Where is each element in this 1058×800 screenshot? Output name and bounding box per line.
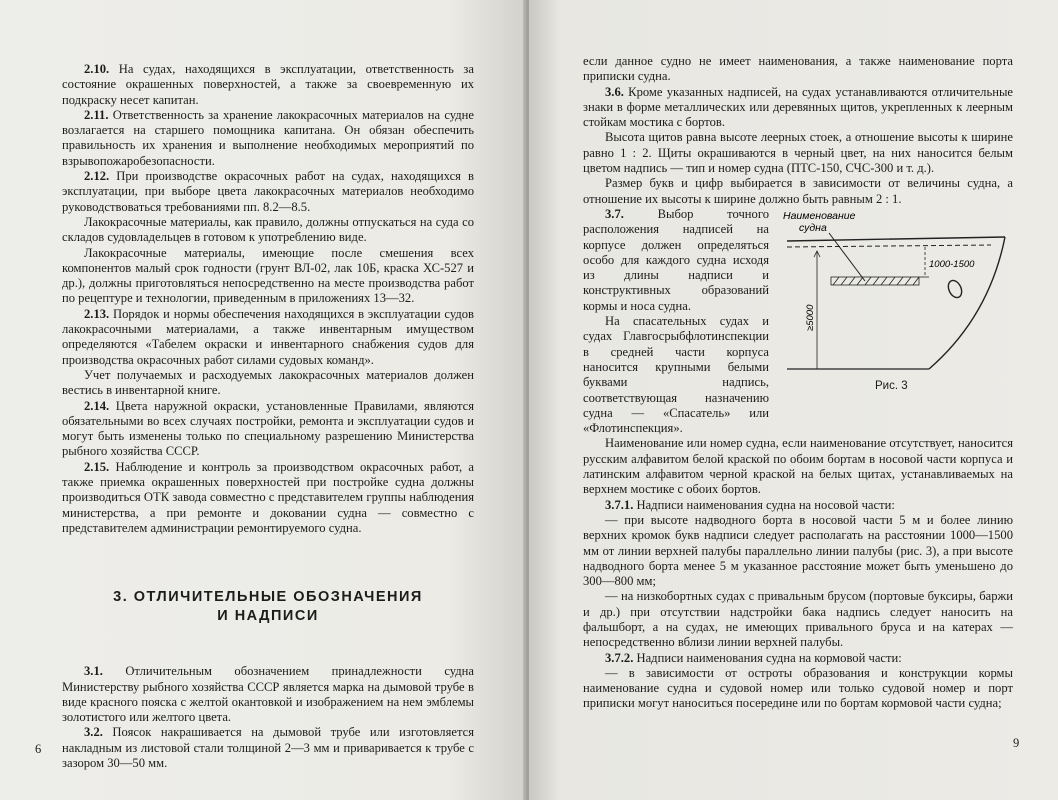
paragraph xyxy=(62,169,474,215)
clause-number: 2.14. xyxy=(84,398,110,413)
deck-line-top xyxy=(787,237,1005,241)
clause-number: 2.13. xyxy=(84,306,110,321)
clause-number: 2.10. xyxy=(84,62,110,76)
paragraph xyxy=(583,85,1013,131)
clause-number: 3.7. xyxy=(605,206,624,221)
figure-caption: Рис. 3 xyxy=(875,379,908,392)
paragraph-text: Выбор точного расположения надписей на корпусе должен определяться особо для каждого судна исходя из длины надписи и конструктивных образований кормы и носа судна. xyxy=(583,206,769,313)
right-paragraphs-top xyxy=(583,85,1013,207)
paragraph xyxy=(62,664,474,725)
paragraph-text: Надписи наименования судна на кормовой части: xyxy=(636,650,902,665)
paragraph-text: Порядок и нормы обеспечения находящихся в эксплуатации судов лакокрасочными материалами, а также инвентарным имуществом определяются «Табелем окраски и инвентарного снабжения судов для производства окрасочных работ силами судовых команд». xyxy=(62,306,474,367)
paragraph-text: — при высоте надводного борта в носовой части 5 м и более линию верхних кромок букв надписи следует располагать на расстоянии 1000—1500 мм от линии верхней палубы параллельно линии палубы (рис. 3), а при высоте надводного борта менее 5 м указанное расстояние может быть уменьшено до 300—800 мм; xyxy=(583,512,1013,589)
clause-number: 2.15. xyxy=(84,459,110,474)
hull-diagram xyxy=(779,207,1015,377)
clause-number: 2.12. xyxy=(84,169,110,184)
paragraph xyxy=(583,513,1013,589)
paragraph xyxy=(62,399,474,460)
right-page xyxy=(529,0,1058,800)
paragraph-continuation: если данное судно не имеет наименования, а также наименование порта приписки судна. xyxy=(583,54,1013,84)
paragraph xyxy=(62,215,474,246)
figure-3 xyxy=(779,207,1015,403)
paragraph-text: На судах, находящихся в эксплуатации, ответственность за состояние окрашенных поверхностей, а также за своевременную их подкраску несет капитан. xyxy=(62,62,474,107)
paragraph-text: Наблюдение и контроль за производством окрасочных работ, а также приемка окрашенных поверхностей при постройке судна должны производиться ОТК завода совместно с представителем группы наблюдения министерства, а при ремонте и доковании судна — совместно с представителем администрации ремонтируемого судна. xyxy=(62,459,474,535)
paragraph-text: Учет получаемых и расходуемых лакокрасочных материалов должен вестись в инвентарной книге. xyxy=(62,367,474,398)
paragraph xyxy=(62,62,474,108)
paragraph-text: Надписи наименования судна на носовой части: xyxy=(636,497,895,512)
clause-number: 2.11. xyxy=(84,107,109,122)
clause-number: 3.2. xyxy=(84,725,103,740)
paragraph-text: — в зависимости от остроты образования и конструкции кормы наименование судна и судовой номер или только судовой номер и порт приписки могут наноситься посередине или по бортам кормовой части судна; xyxy=(583,665,1013,711)
paragraph-text: Высота щитов равна высоте леерных стоек, а отношение высоты к ширине равно 1 : 2. Щиты окрашиваются в черный цвет, на них наносится белым цветом надпись — тип и номер судна (ПТС-150, СЧС-300 и т. д.). xyxy=(583,130,1013,176)
paragraph-text: Лакокрасочные материалы, как правило, должны отпускаться на суда со складов судовладельцев в готовом к употреблению виде. xyxy=(62,214,474,245)
clause-number: 3.6. xyxy=(605,84,624,99)
left-text-column xyxy=(62,62,474,771)
paragraph xyxy=(583,589,1013,650)
paragraph-text: — на низкобортных судах с привальным брусом (портовые буксиры, баржи и др.) при отсутствии надстройки бака надпись следует наносить на фальшборт, а на судах, не имеющих привального бруса и на катерах — непосредственно вблизи линии верхней палубы. xyxy=(583,589,1013,650)
paragraph xyxy=(583,666,1013,712)
paragraph xyxy=(62,108,474,169)
paragraph-text: Отличительным обозначением принадлежности судна Министерству рыбного хозяйства СССР является марка на дымовой трубе в виде красного пояска с желтой окантовкой и изображением на нем эмблемы золотистого или желтого цвета. xyxy=(62,664,474,725)
left-page xyxy=(0,0,527,800)
bow-outline xyxy=(929,237,1005,369)
paragraph-text: Наименование или номер судна, если наименование отсутствует, наносится русским алфавитом белой краской по обоим бортам в носовой части корпуса и латинским алфавитом черной краской на белых щитах, устанавливаемых на верхнем мостике с обоих бортов. xyxy=(583,436,1013,497)
section-title-line1: 3. ОТЛИЧИТЕЛЬНЫЕ ОБОЗНАЧЕНИЯ xyxy=(113,589,423,606)
paragraph xyxy=(62,368,474,399)
paragraph-text: Цвета наружной окраски, установленные Правилами, являются обязательными во всех случаях постройки, ремонта и эксплуатации судов и могут быть изменены только по специальному разрешению Министерства рыбного хозяйства СССР. xyxy=(62,398,474,459)
paragraph xyxy=(583,436,1013,497)
paragraph xyxy=(62,246,474,307)
deck-line-dashed xyxy=(787,245,991,247)
clause-number: 3.1. xyxy=(84,664,103,679)
paragraph xyxy=(583,498,1013,513)
section-title xyxy=(62,588,474,626)
paragraph-text: Лакокрасочные материалы, имеющие после смешения всех компонентов малый срок годности (грунт ВЛ-02, лак 10Б, краска ХС-527 и др.), должны приготовляться непосредственно на месте производства работ по рецептуре и технологии, приведенным в приложениях 13—32. xyxy=(62,245,474,306)
hawse-hole xyxy=(946,278,964,299)
right-text-column xyxy=(583,54,1013,712)
left-paragraphs xyxy=(62,62,474,536)
clause-number: 3.7.2. xyxy=(605,650,634,665)
paragraph-text: Размер букв и цифр выбирается в зависимости от величины судна, а отношение их высоты к ширине должно быть равным 2 : 1. xyxy=(583,176,1013,206)
paragraph-text: Поясок накрашивается на дымовой трубе или изготовляется накладным из листовой стали толщиной 2—3 мм и приваривается к трубе с зазором 30—50 мм. xyxy=(62,725,474,770)
page-number-right: 9 xyxy=(1013,736,1020,750)
dim-text-upper: 1000-1500 xyxy=(929,258,975,270)
dim-text-lower: ≥5000 xyxy=(805,304,816,331)
page-number-left: 6 xyxy=(35,742,42,756)
paragraph xyxy=(583,651,1013,666)
paragraph xyxy=(62,725,474,771)
figure-label-line2: судна xyxy=(799,221,827,234)
paragraph-text: Кроме указанных надписей, на судах устанавливаются отличительные знаки в форме металлических или деревянных щитов, укрепленных к леерным стойкам мостика с бортов. xyxy=(583,84,1013,130)
paragraph xyxy=(62,460,474,536)
clause-number: 3.7.1. xyxy=(605,497,634,512)
right-paragraphs-bottom xyxy=(583,436,1013,711)
paragraph-text: При производстве окрасочных работ на судах, находящихся в эксплуатации, при выборе цвета лакокрасочных материалов необходимо руководствоваться требованиями пп. 8.2—8.5. xyxy=(62,169,474,214)
left-paragraphs-after xyxy=(62,664,474,771)
paragraph xyxy=(583,176,1013,207)
paragraph-text: На спасательных судах и судах Главгосрыбфлотинспекции в средней части корпуса наносится крупными белыми буквами надпись, соответствующая назначению судна — «Спасатель» или «Флотинспекция». xyxy=(583,314,769,436)
paragraph xyxy=(583,130,1013,176)
inscription-hatch xyxy=(831,277,919,285)
paragraph xyxy=(62,307,474,368)
paragraph-text: Ответственность за хранение лакокрасочных материалов на судне возлагается на старшего помощника капитана. Он обязан обеспечить правильность их хранения и выполнение необходимых мероприятий по взрывопожаробезопасности. xyxy=(62,107,474,168)
section-title-line2: И НАДПИСИ xyxy=(217,608,319,625)
figure-label-line1: Наименование xyxy=(783,209,856,222)
